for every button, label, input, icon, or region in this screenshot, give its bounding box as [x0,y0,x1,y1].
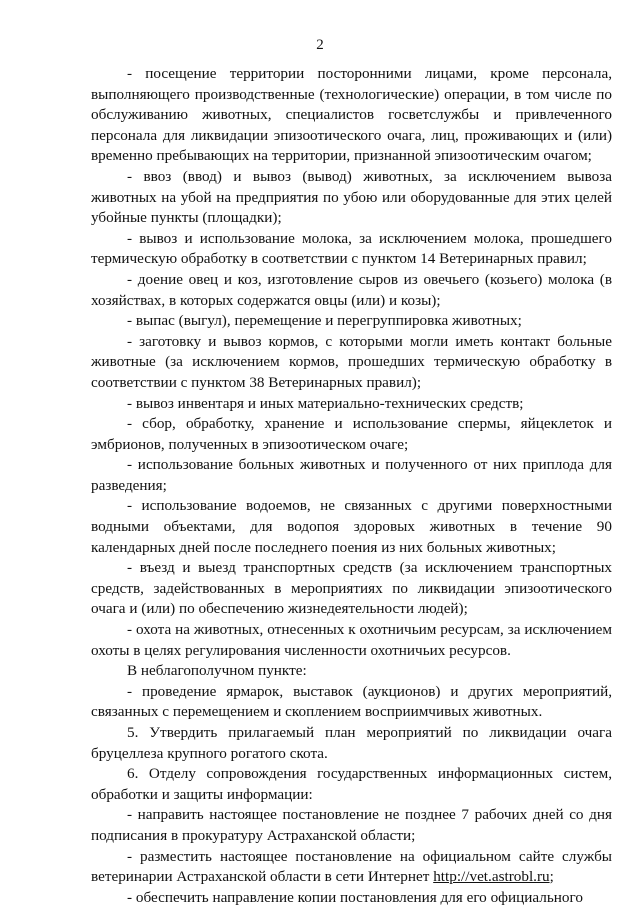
paragraph-hunting: - охота на животных, отнесенных к охотничьим ресурсам, за исключением охоты в целях регулирования численности охотничьих ресурсов. [91,621,612,659]
paragraph-milk: - вывоз и использование молока, за исключением молока, прошедшего термическую обработку в соответствии с пунктом 14 Ветеринарных правил; [91,229,612,268]
paragraph-grazing: - выпас (выгул), перемещение и перегруппировка животных; [127,312,522,330]
paragraph-prosecutor: - направить настоящее постановление не позднее 7 рабочих дней со дня подписания в прокуратуру Астраханской области; [91,806,612,844]
paragraph-item-5: 5. Утвердить прилагаемый план мероприятий по ликвидации очага бруцеллеза крупного рогатого скота. [91,724,612,762]
paragraph-copy: - обеспечить направление копии постановления для его официального [127,888,583,906]
paragraph-milking: - доение овец и коз, изготовление сыров из овечьего (козьего) молока (в хозяйствах, в которых содержатся овцы (или) и козы); [91,270,612,309]
paragraph-water: - использование водоемов, не связанных с другими поверхностными водными объектами, для водопоя здоровых животных в течение 90 календарных дней после последнего поения из них больных животных; [91,497,612,556]
website-text: - разместить настоящее постановление на официальном сайте службы ветеринарии Астраханской области в сети Интернет [91,847,612,886]
paragraph-feed: - заготовку и вывоз кормов, с которыми могли иметь контакт больные животные (за исключением кормов, прошедших термическую обработку в соответствии с пунктом 38 Ветеринарных правил); [91,332,612,391]
paragraph-website [91,847,612,888]
website-link[interactable]: http://vet.astrobl.ru [433,868,550,886]
paragraph-fairs: - проведение ярмарок, выставок (аукционов) и других мероприятий, связанных с перемещением и скоплением восприимчивых животных. [91,682,612,721]
paragraph-vehicles: - въезд и выезд транспортных средств (за исключением транспортных средств, задействованных в мероприятиях по ликвидации эпизоотического очага и (или) по обеспечению жизнедеятельности людей); [91,559,612,618]
paragraph-sperm: - сбор, обработку, хранение и использование спермы, яйцеклеток и эмбрионов, полученных в эпизоотическом очаге; [91,415,612,453]
page-number: 2 [316,37,324,53]
document-body [91,64,612,908]
paragraph-inventory: - вывоз инвентаря и иных материально-технических средств; [127,394,524,412]
paragraph-breeding: - использование больных животных и полученного от них приплода для разведения; [91,456,612,494]
paragraph-animal-transport: - ввоз (ввод) и вывоз (вывод) животных, за исключением вывоза животных на убой на предприятия по убою или оборудованные для этих целей убойные пункты (площадки); [91,167,612,227]
website-text-end: ; [549,868,554,886]
paragraph-item-6: 6. Отделу сопровождения государственных информационных систем, обработки и защиты информации: [91,765,612,803]
paragraph-unfavorable-point: В неблагополучном пункте: [127,662,307,680]
paragraph-visit-restriction: - посещение территории посторонними лицами, кроме персонала, выполняющего производственные (технологические) операции, в том числе по обслуживанию животных, специалистов госветслужбы и привлеченного персонала для ликвидации эпизоотического очага, лиц, проживающих и (или) временно пребывающих на территории, признанной эпизоотическим очагом; [91,65,612,165]
